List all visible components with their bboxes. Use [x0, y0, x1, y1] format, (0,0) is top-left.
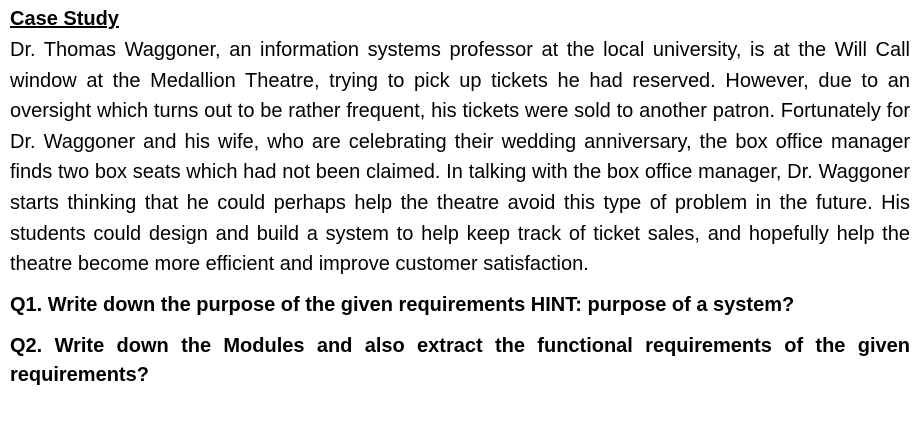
case-study-heading: Case Study	[10, 8, 119, 30]
question-2: Q2. Write down the Modules and also extract the functional requirements of the given requirements?	[10, 334, 910, 386]
question-1: Q1. Write down the purpose of the given requirements HINT: purpose of a system?	[10, 293, 795, 316]
case-study-paragraph: Dr. Thomas Waggoner, an information systems professor at the local university, is at the Will Call window at the Medallion Theatre, trying to pick up tickets he had reserved. However, due to an oversight which turns out to be rather frequent, his tickets were sold to another patron. Fortunately for Dr. Waggoner and his wife, who are celebrating their wedding anniversary, the box office manager finds two box seats which had not been claimed. In talking with the box office manager, Dr. Waggoner starts thinking that he could perhaps help the theatre avoid this type of problem in the future. His students could design and build a system to help keep track of ticket sales, and hopefully help the theatre become more efficient and improve customer satisfaction.	[10, 39, 910, 276]
